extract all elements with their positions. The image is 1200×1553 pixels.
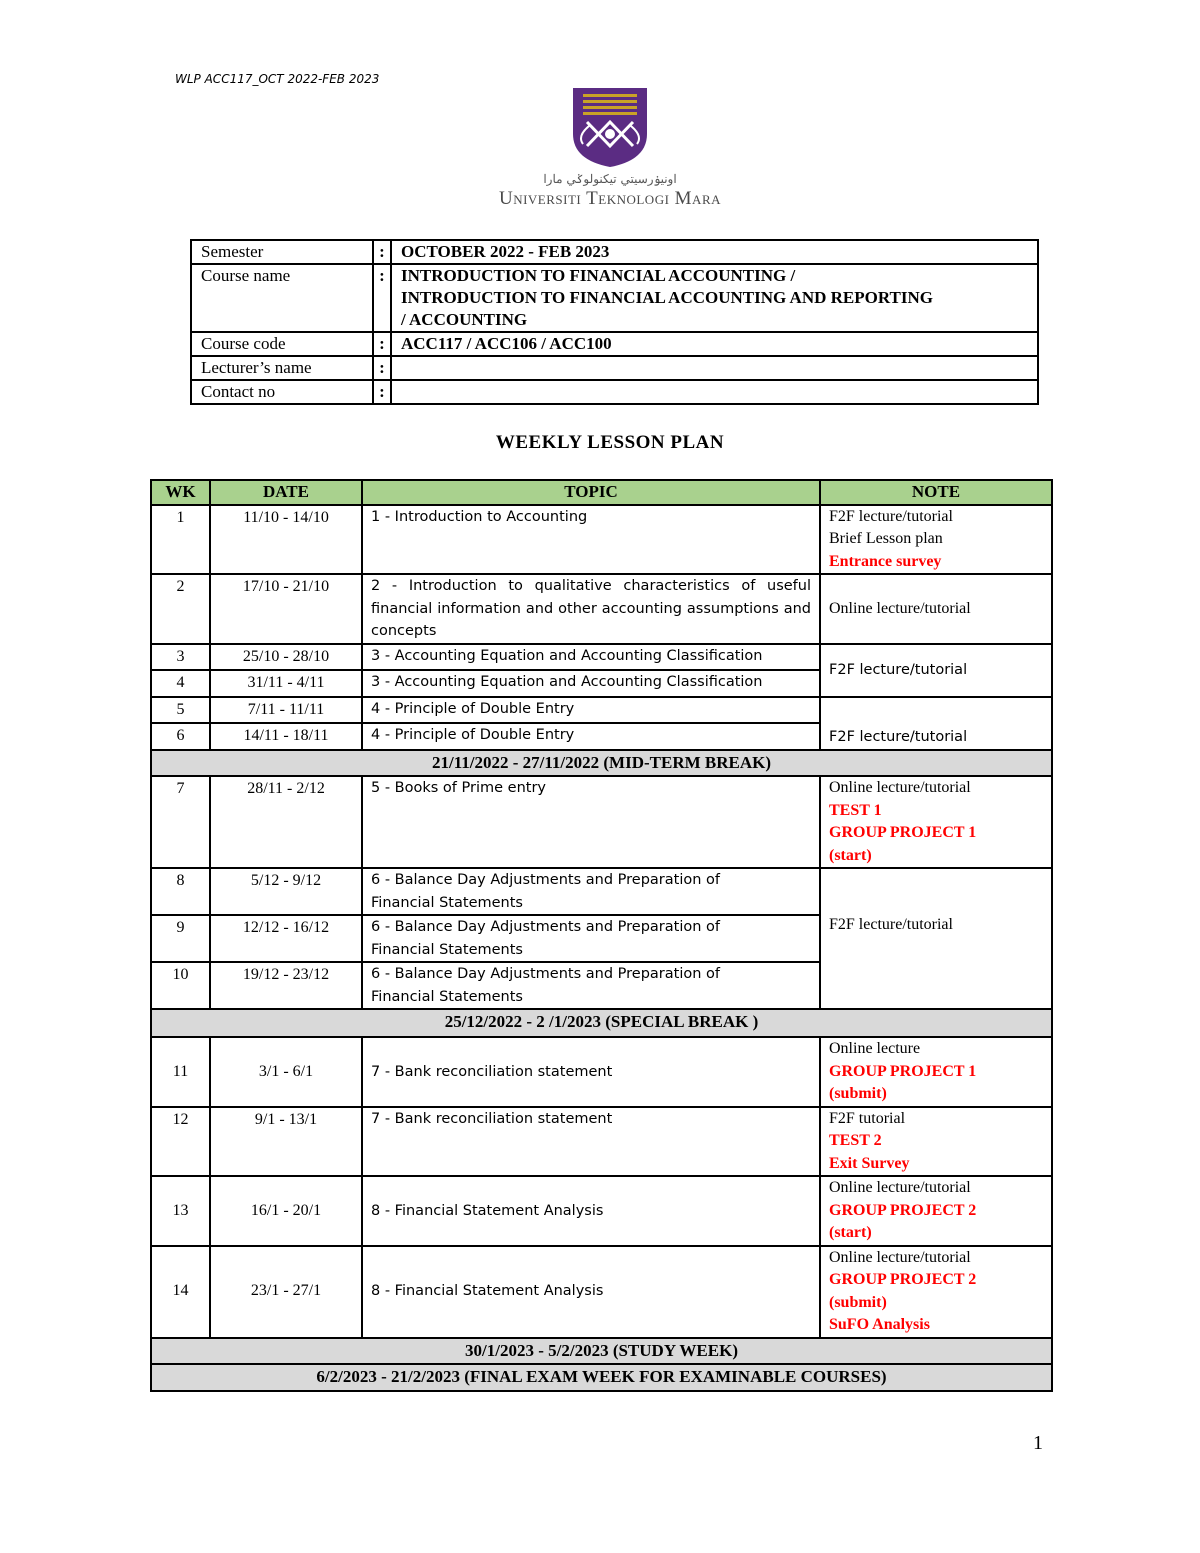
colon: : — [373, 356, 391, 380]
logo-jawi-text: اونيۏرسيتي تيكنولوݢي مارا — [543, 172, 677, 186]
course-info-table — [190, 239, 1039, 405]
table-row — [151, 574, 1052, 644]
table-header-row — [151, 480, 1052, 505]
week-cell: 4 — [151, 670, 210, 697]
break-label: 30/1/2023 - 5/2/2023 (STUDY WEEK) — [151, 1338, 1052, 1365]
note-cell — [820, 776, 1052, 868]
colon: : — [373, 240, 391, 264]
break-row — [151, 1009, 1052, 1037]
topic-cell: 7 - Bank reconciliation statement — [362, 1107, 820, 1177]
colon: : — [373, 332, 391, 356]
topic-cell: 5 - Books of Prime entry — [362, 776, 820, 868]
note-line: Online lecture/tutorial — [829, 1248, 971, 1266]
date-cell: 3/1 - 6/1 — [210, 1037, 362, 1107]
note-alert: GROUP PROJECT 2 — [829, 1271, 977, 1288]
logo-university-name: Universiti Teknologi Mara — [498, 188, 722, 209]
note-alert: (submit) — [829, 1293, 887, 1311]
date-cell: 23/1 - 27/1 — [210, 1246, 362, 1338]
note-cell — [820, 505, 1052, 575]
course-name-value — [391, 264, 1038, 332]
topic-cell — [362, 962, 820, 1009]
date-cell: 25/10 - 28/10 — [210, 644, 362, 671]
date-cell: 12/12 - 16/12 — [210, 915, 362, 962]
note-cell: F2F lecture/tutorial — [820, 644, 1052, 697]
topic-cell: 3 - Accounting Equation and Accounting Classification — [362, 644, 820, 671]
university-logo — [470, 86, 750, 211]
date-cell: 31/11 - 4/11 — [210, 670, 362, 697]
note-cell — [820, 1176, 1052, 1246]
colon: : — [373, 380, 391, 404]
course-name-line: / ACCOUNTING — [401, 310, 528, 329]
note-cell — [820, 1107, 1052, 1177]
course-code-value: ACC117 / ACC106 / ACC100 — [391, 332, 1038, 356]
break-label: 25/12/2022 - 2 /1/2023 (SPECIAL BREAK ) — [151, 1009, 1052, 1037]
date-cell: 19/12 - 23/12 — [210, 962, 362, 1009]
course-name-line: INTRODUCTION TO FINANCIAL ACCOUNTING AND REPORTING — [401, 288, 933, 307]
note-cell: F2F lecture/tutorial — [820, 868, 1052, 1009]
page-title: WEEKLY LESSON PLAN — [495, 432, 725, 453]
note-alert: (submit) — [829, 1085, 887, 1102]
table-row — [151, 644, 1052, 671]
info-row-semester — [191, 240, 1038, 264]
page-number: 1 — [1033, 1432, 1043, 1454]
topic-cell: 2 - Introduction to qualitative characteristics of useful financial information and other accounting assumptions and concepts — [362, 574, 820, 644]
note-cell — [820, 1037, 1052, 1107]
topic-line: Financial Statements — [371, 988, 523, 1005]
topic-line: 6 - Balance Day Adjustments and Preparation of — [371, 966, 721, 982]
info-row-course-code — [191, 332, 1038, 356]
note-alert: (start) — [829, 846, 872, 864]
week-cell: 12 — [151, 1107, 210, 1177]
topic-cell: 8 - Financial Statement Analysis — [362, 1176, 820, 1246]
topic-line: Financial Statements — [371, 894, 523, 911]
note-alert: (start) — [829, 1224, 872, 1241]
course-name-line: INTRODUCTION TO FINANCIAL ACCOUNTING / — [401, 266, 796, 285]
table-row — [151, 1037, 1052, 1107]
date-cell: 9/1 - 13/1 — [210, 1107, 362, 1177]
contact-label: Contact no — [191, 380, 373, 404]
note-line: Brief Lesson plan — [829, 530, 943, 547]
info-row-course-name — [191, 264, 1038, 332]
week-cell: 9 — [151, 915, 210, 962]
semester-value: OCTOBER 2022 - FEB 2023 — [391, 240, 1038, 264]
lecturer-label: Lecturer’s name — [191, 356, 373, 380]
note-alert: TEST 1 — [829, 801, 882, 819]
table-row — [151, 697, 1052, 724]
break-row — [151, 750, 1052, 777]
column-header-note: NOTE — [820, 480, 1052, 505]
break-row — [151, 1364, 1052, 1391]
note-alert: GROUP PROJECT 1 — [829, 1062, 977, 1080]
note-line: Online lecture — [829, 1040, 921, 1057]
note-cell — [820, 1246, 1052, 1338]
week-cell: 1 — [151, 505, 210, 575]
uitm-crest-icon — [569, 86, 651, 168]
note-alert: GROUP PROJECT 1 — [829, 824, 977, 841]
date-cell: 16/1 - 20/1 — [210, 1176, 362, 1246]
break-label: 21/11/2022 - 27/11/2022 (MID-TERM BREAK) — [151, 750, 1052, 777]
date-cell: 14/11 - 18/11 — [210, 723, 362, 750]
date-cell: 7/11 - 11/11 — [210, 697, 362, 724]
week-cell: 14 — [151, 1246, 210, 1338]
course-name-label: Course name — [191, 264, 373, 332]
column-header-topic: TOPIC — [362, 480, 820, 505]
note-line: F2F tutorial — [829, 1109, 906, 1127]
topic-cell — [362, 915, 820, 962]
week-cell: 8 — [151, 868, 210, 915]
table-row — [151, 776, 1052, 868]
table-row — [151, 1246, 1052, 1338]
semester-label: Semester — [191, 240, 373, 264]
topic-cell: 7 - Bank reconciliation statement — [362, 1037, 820, 1107]
table-row — [151, 1176, 1052, 1246]
contact-value — [391, 380, 1038, 404]
topic-cell: 8 - Financial Statement Analysis — [362, 1246, 820, 1338]
topic-line: Financial Statements — [371, 941, 523, 958]
lecturer-value — [391, 356, 1038, 380]
week-cell: 6 — [151, 723, 210, 750]
note-alert: Entrance survey — [829, 552, 942, 570]
column-header-wk: WK — [151, 480, 210, 505]
course-code-label: Course code — [191, 332, 373, 356]
week-cell: 11 — [151, 1037, 210, 1107]
break-row — [151, 1338, 1052, 1365]
topic-cell: 1 - Introduction to Accounting — [362, 505, 820, 575]
note-alert: GROUP PROJECT 2 — [829, 1201, 977, 1219]
week-cell: 3 — [151, 644, 210, 671]
colon: : — [373, 264, 391, 332]
date-cell: 5/12 - 9/12 — [210, 868, 362, 915]
week-cell: 2 — [151, 574, 210, 644]
week-cell: 10 — [151, 962, 210, 1009]
break-label: 6/2/2023 - 21/2/2023 (FINAL EXAM WEEK FOR EXAMINABLE COURSES) — [151, 1364, 1052, 1391]
note-line: F2F lecture/tutorial — [829, 507, 953, 525]
document-header-note: WLP ACC117_OCT 2022-FEB 2023 — [175, 72, 380, 86]
info-row-contact — [191, 380, 1038, 404]
topic-cell: 4 - Principle of Double Entry — [362, 697, 820, 724]
date-cell: 17/10 - 21/10 — [210, 574, 362, 644]
topic-line: 6 - Balance Day Adjustments and Preparation of — [371, 872, 721, 888]
week-cell: 13 — [151, 1176, 210, 1246]
weekly-lesson-plan-table — [150, 479, 1053, 1392]
table-row — [151, 1107, 1052, 1177]
table-row — [151, 505, 1052, 575]
topic-cell: 3 - Accounting Equation and Accounting Classification — [362, 670, 820, 697]
note-alert: Exit Survey — [829, 1154, 910, 1172]
topic-cell: 4 - Principle of Double Entry — [362, 723, 820, 750]
note-alert: TEST 2 — [829, 1132, 882, 1149]
note-cell: F2F lecture/tutorial — [820, 697, 1052, 750]
note-line: Online lecture/tutorial — [829, 779, 971, 796]
note-line: Online lecture/tutorial — [829, 1179, 971, 1196]
week-cell: 7 — [151, 776, 210, 868]
column-header-date: DATE — [210, 480, 362, 505]
topic-line: 6 - Balance Day Adjustments and Preparation of — [371, 919, 721, 935]
date-cell: 28/11 - 2/12 — [210, 776, 362, 868]
note-alert: SuFO Analysis — [829, 1316, 930, 1333]
date-cell: 11/10 - 14/10 — [210, 505, 362, 575]
table-row — [151, 868, 1052, 915]
note-cell: Online lecture/tutorial — [820, 574, 1052, 644]
info-row-lecturer — [191, 356, 1038, 380]
topic-cell — [362, 868, 820, 915]
week-cell: 5 — [151, 697, 210, 724]
